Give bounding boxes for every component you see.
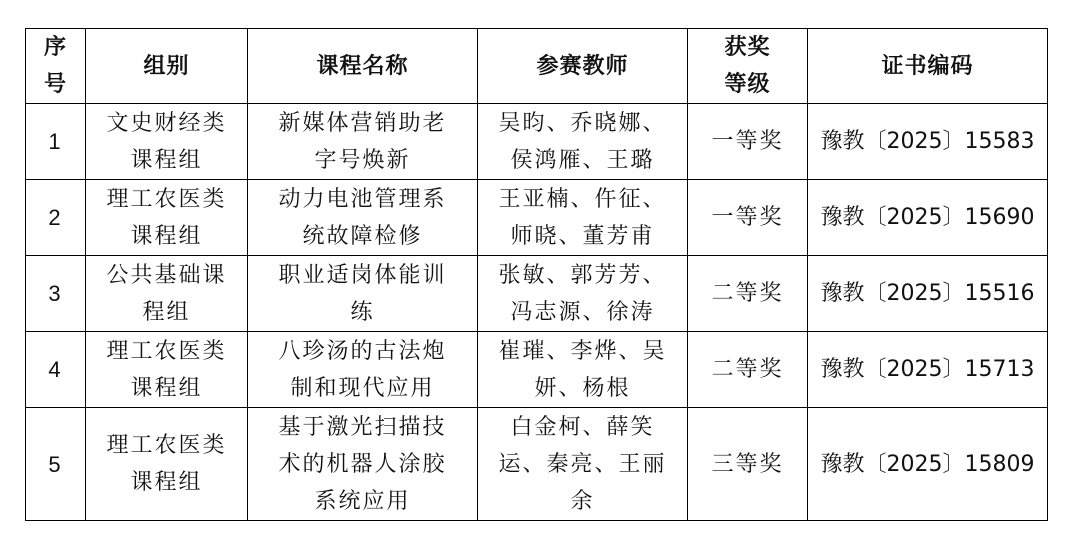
teachers-cell: 崔璀、李烨、吴 妍、杨根 [478, 332, 688, 408]
seq-cell: 1 [26, 104, 86, 180]
table-row [26, 256, 1048, 332]
course-cell: 八珍汤的古法炮 制和现代应用 [248, 332, 478, 408]
teachers-cell: 白金柯、薛笑 运、秦亮、王丽 余 [478, 408, 688, 521]
seq-cell: 3 [26, 256, 86, 332]
cert-cell: 豫教〔2025〕15516 [808, 256, 1048, 332]
cert-cell: 豫教〔2025〕15713 [808, 332, 1048, 408]
level-cell: 二等奖 [688, 256, 808, 332]
level-cell: 一等奖 [688, 180, 808, 256]
seq-cell: 5 [26, 408, 86, 521]
header-seq: 序 号 [26, 29, 86, 104]
seq-cell: 2 [26, 180, 86, 256]
table-row [26, 180, 1048, 256]
group-cell: 文史财经类 课程组 [86, 104, 248, 180]
group-cell: 理工农医类 课程组 [86, 408, 248, 521]
course-cell: 职业适岗体能训 练 [248, 256, 478, 332]
group-cell: 理工农医类 课程组 [86, 180, 248, 256]
level-cell: 一等奖 [688, 104, 808, 180]
course-cell: 动力电池管理系 统故障检修 [248, 180, 478, 256]
header-group: 组别 [86, 29, 248, 104]
level-cell: 三等奖 [688, 408, 808, 521]
header-row [26, 29, 1048, 104]
awards-table [25, 28, 1048, 521]
header-level: 获奖 等级 [688, 29, 808, 104]
header-course: 课程名称 [248, 29, 478, 104]
cert-cell: 豫教〔2025〕15583 [808, 104, 1048, 180]
cert-cell: 豫教〔2025〕15690 [808, 180, 1048, 256]
level-cell: 二等奖 [688, 332, 808, 408]
teachers-cell: 吴昀、乔晓娜、 侯鸿雁、王璐 [478, 104, 688, 180]
table-row [26, 332, 1048, 408]
table-row [26, 408, 1048, 521]
table-row [26, 104, 1048, 180]
teachers-cell: 王亚楠、仵征、 师晓、董芳甫 [478, 180, 688, 256]
header-cert: 证书编码 [808, 29, 1048, 104]
course-cell: 新媒体营销助老 字号焕新 [248, 104, 478, 180]
seq-cell: 4 [26, 332, 86, 408]
teachers-cell: 张敏、郭芳芳、 冯志源、徐涛 [478, 256, 688, 332]
course-cell: 基于激光扫描技 术的机器人涂胶 系统应用 [248, 408, 478, 521]
group-cell: 公共基础课 程组 [86, 256, 248, 332]
group-cell: 理工农医类 课程组 [86, 332, 248, 408]
cert-cell: 豫教〔2025〕15809 [808, 408, 1048, 521]
header-teachers: 参赛教师 [478, 29, 688, 104]
